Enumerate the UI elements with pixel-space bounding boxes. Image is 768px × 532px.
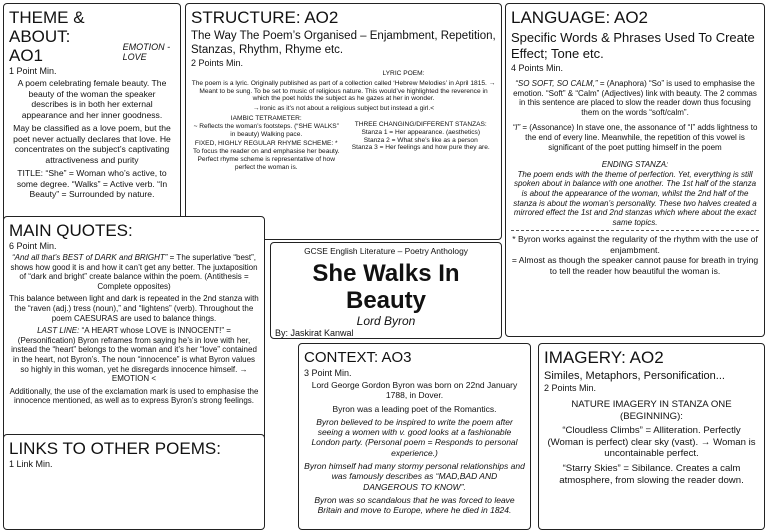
context-p3: Byron believed to be inspired to write the poem after seeing a women with v. good looks at a fashionable London party. (Personal poem = Responds to personal experience.): [311, 416, 518, 458]
links-title: LINKS TO OTHER POEMS:: [9, 439, 221, 458]
language-p1-quote: “SO SOFT, SO CALM,”: [515, 79, 598, 88]
quotes-title: MAIN QUOTES:: [9, 221, 133, 240]
context-p1: Lord George Gordon Byron was born on 22nd January 1788, in Dover.: [311, 380, 518, 401]
theme-p1: A poem celebrating female beauty. The beauty of the woman the speaker describes is in both her external appearance and her inner goodness.: [17, 78, 167, 120]
rhyme-heading: FIXED, HIGHLY REGULAR RHYME SCHEME: *: [194, 140, 338, 148]
poem-title-line2: Beauty: [345, 287, 427, 314]
context-p2: Byron was a leading poet of the Romantics.: [332, 403, 497, 414]
imagery-p3: “Starry Skies” = Sibilance. Creates a calm atmosphere, from slowing the reader down.: [559, 462, 744, 486]
context-min: 3 Point Min.: [304, 368, 352, 378]
structure-box: [185, 3, 502, 240]
title-box: [270, 242, 502, 339]
quotes-p1-text: = The superlative “best”, shows how good it is and how it can’t get any better. The juxtaposition of “dark and bright” create balance within the poem. (Antithesis = Complete opposites): [10, 253, 258, 291]
structure-title: STRUCTURE: AO2: [191, 8, 339, 27]
quotes-p3-head: LAST LINE:: [37, 326, 80, 336]
imagery-title: IMAGERY: AO2: [544, 348, 664, 367]
quotes-p4: Additionally, the use of the exclamation mark is used to emphasise the innocence mentioned, as well as to express Byron’s strong feelings.: [9, 386, 259, 406]
quotes-p1-quote: “And all that’s BEST of DARK and BRIGHT”: [11, 253, 168, 262]
theme-tag: EMOTION - LOVE: [122, 42, 171, 62]
imagery-min: 2 Points Min.: [544, 383, 597, 393]
links-min: 1 Link Min.: [9, 459, 53, 469]
quotes-p3-text: “A HEART whose LOVE is INNOCENT!” = (Personification) Byron reframes from saying he’s in love with her, instead the “heart” belongs to the woman and it’s her “love” contained in the heart, not Byron’s. The noun “innocence” is what Byron values so highly in this woman, yet he disregards innocence himself. → EMOTION <: [11, 326, 257, 384]
theme-title-ao: AO1: [9, 46, 44, 65]
context-p4: Byron himself had many stormy personal relationships and was famously describes as “MAD,BAD AND DANGEROUS TO KNOW”.: [304, 461, 525, 492]
imagery-sub: Similes, Metaphors, Personification...: [544, 370, 725, 382]
language-min: 4 Points Min.: [511, 63, 564, 73]
poem-author: Lord Byron: [356, 314, 416, 328]
lyric-text-2: →Ironic as it’s not about a religious subject but instead a girl.<: [252, 105, 435, 113]
stanza-2: Stanza 2 = What she’s like as a person: [363, 136, 478, 144]
theme-p3: TITLE: “She” = Woman who’s active, to some degree. “Walks” = Active verb. “In Beauty” = Surrounded by nature.: [16, 168, 168, 199]
lyric-text: The poem is a lyric. Originally published as part of a collection called ‘Hebrew Melodies’ in April 1815. → Meant to be sung. To be set to music of religious nature. This would’ve highlighted the reverence in which the poet holds the subject as he gazes at her in wonder.: [191, 79, 496, 103]
language-p2-text: = (Assonance) In stave one, the assonance of “I” adds lightness to the end of every line. Meanwhile, the repetition of this vowel is significant of the poet putting himself in the poem: [520, 123, 758, 152]
imagery-p1: NATURE IMAGERY IN STANZA ONE (BEGINNING):: [571, 399, 732, 422]
rhyme-text: To focus the reader on and emphasise her beauty. Perfect rhyme scheme is representative of how perfect the woman is.: [193, 148, 340, 171]
stanza-1: Stanza 1 = Her appearance. (aesthetics): [361, 128, 481, 136]
iambic-text: ~ Reflects the woman’s footsteps. (“SHE WALKS” in beauty) Walking pace.: [193, 122, 339, 138]
poem-title-line1: She Walks In: [312, 260, 460, 287]
language-p2: [511, 123, 759, 152]
language-p4: = Almost as though the speaker cannot pause for breath in trying to tell the reader how beautiful the woman is.: [511, 255, 759, 276]
theme-min: 1 Point Min.: [9, 66, 57, 76]
author-credit: By: Jaskirat Kanwal: [275, 328, 354, 338]
language-title: LANGUAGE: AO2: [511, 8, 648, 27]
imagery-box: [538, 343, 765, 530]
stanza-3: Stanza 3 = Her feelings and how pure they are.: [351, 144, 490, 152]
language-p2-quote: “I”: [512, 123, 521, 133]
language-divider: [511, 230, 759, 231]
ending-text: The poem ends with the theme of perfection. Yet, everything is still spoken about in balance with one another. The 1st half of the stanza is about the appearance of the woman, whilst the 2nd half of the stanza is about the woman’s personality. These two halves created a mirrored effect the 1st and 2nd stanzas which where about the exact same topics.: [513, 169, 757, 227]
quotes-min: 6 Point Min.: [9, 241, 57, 251]
language-sub: Specific Words & Phrases Used To Create Effect; Tone etc.: [511, 30, 755, 61]
context-p5: Byron was so scandalous that he was forced to leave Britain and move to Europe, where he died in 1824.: [314, 494, 515, 516]
theme-title: THEME & ABOUT:: [9, 8, 85, 46]
lyric-heading: LYRIC POEM:: [382, 70, 425, 77]
context-box: [298, 343, 531, 530]
ending-heading: ENDING STANZA:: [601, 160, 669, 170]
links-box: [3, 434, 265, 530]
iambic-heading: IAMBIC TETRAMETER:: [230, 114, 302, 122]
anthology-label: GCSE English Literature – Poetry Anthology: [304, 246, 468, 256]
quotes-p3: [9, 326, 259, 384]
quotes-p1: [9, 253, 259, 291]
structure-min: 2 Points Min.: [191, 58, 244, 68]
quotes-p2: This balance between light and dark is repeated in the 2nd stanza with the “raven (adj.) tress (noun),” and “lightens” (verb). Throughout the poem CAESURAS are used to balance things.: [9, 294, 259, 323]
language-p3: * Byron works against the regularity of the rhythm with the use of enjambment.: [512, 234, 758, 255]
language-p1: [511, 79, 759, 117]
language-p1-text: = (Anaphora) “So” is used to emphasise the emotion. “Soft” & “Calm” (Adjectives) link with beauty. The 2 commas in this sentence are placed to slow the reader down thus focusing them on the words “soft/calm”.: [513, 79, 757, 117]
imagery-p2: “Cloudless Climbs” = Alliteration. Perfectly (Woman is perfect) clear sky (vast). → Woman is uncontainable perfect.: [547, 425, 756, 460]
context-title: CONTEXT: AO3: [304, 349, 412, 366]
structure-sub: The Way The Poem’s Organised – Enjambment, Repetition, Stanzas, Rhythm, Rhyme etc.: [191, 30, 496, 56]
stanza-heading: THREE CHANGING/DIFFERENT STANZAS:: [354, 120, 487, 128]
theme-p2: May be classified as a love poem, but the poet never actually declares that love. He concentrates on the subject’s captivating attractiveness and purity: [13, 123, 171, 165]
language-box: [505, 3, 765, 337]
